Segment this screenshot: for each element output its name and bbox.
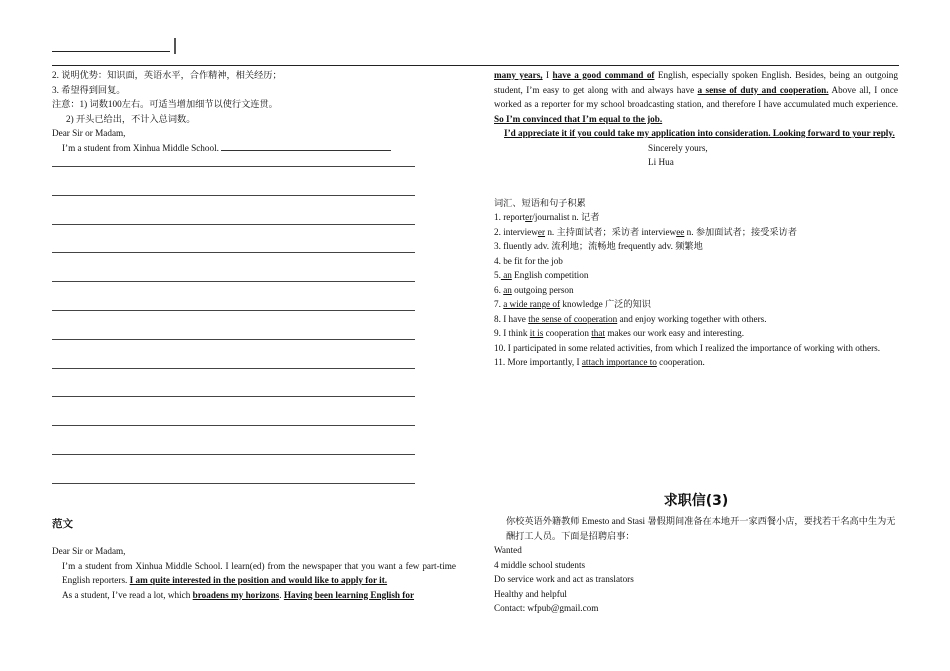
essay-highlight: I am quite interested in the position and would like to apply for it. (129, 575, 388, 585)
writing-area[interactable] (52, 166, 415, 512)
writing-line[interactable] (52, 224, 415, 225)
vocab-text: and enjoy working together with others. (617, 313, 767, 324)
essay-paragraph (52, 559, 456, 588)
writing-line[interactable] (52, 252, 415, 253)
writing-line[interactable] (52, 483, 415, 484)
vocab-text: 2. interview (494, 226, 538, 237)
top-divider (52, 65, 899, 66)
essay-closing (494, 126, 898, 141)
instruction-line: 2) 开头已给出，不计入总词数。 (66, 113, 196, 124)
ad-line: Do service work and act as translators (494, 574, 634, 584)
vocab-underline: an (500, 270, 512, 280)
writing-line[interactable] (52, 339, 415, 340)
writing-line[interactable] (52, 425, 415, 426)
vocab-item (494, 355, 898, 370)
vocab-item (494, 326, 898, 341)
vocab-text: /journalist n. 记者 (532, 212, 600, 222)
vocab-underline: it is (529, 328, 544, 338)
essay-highlight: So I’m convinced that I’m equal to the job. (494, 113, 663, 124)
vocab-text: 1. report (494, 212, 526, 222)
essay-highlight: Having been learning English for (283, 589, 415, 600)
essay-text: I’m a student from Xinhua Middle School. I learn(ed) from the newspaper that you want a few part-time English reporters. (62, 560, 456, 585)
essay-highlight: broadens my horizons (192, 589, 280, 600)
writing-line[interactable] (52, 368, 415, 369)
vocab-item (494, 297, 898, 312)
vocab-item: 3. fluently adv. 流利地；流畅地 frequently adv. 频繁地 (494, 241, 703, 251)
section-title: 求职信(3) (663, 493, 729, 509)
vocab-text: cooperation. (656, 357, 705, 367)
writing-line[interactable] (52, 454, 415, 455)
answer-blank-inline[interactable] (221, 141, 391, 151)
writing-line[interactable] (52, 310, 415, 311)
essay-highlight: I’d appreciate it if you could take my application into consideration. Looking forward to your reply. (504, 128, 895, 138)
essay-text: English, especially spoken English. Besides, being an outgoing student, I’m easy to get along with and always have (494, 70, 898, 95)
vocab-text: 11. More importantly, I (494, 357, 582, 367)
vocab-item: 10. I participated in some related activities, from which I realized the importance of working with others. (494, 342, 881, 353)
header-bar-mark (174, 38, 176, 54)
ad-line: Wanted (494, 545, 522, 555)
vocab-underline: that (591, 328, 606, 338)
letter-salutation: Dear Sir or Madam, (52, 128, 126, 138)
vocab-text: 8. I have (494, 313, 529, 324)
sign-off: Sincerely yours, (648, 142, 708, 153)
vocab-underline: attach importance to (581, 357, 657, 367)
essay-text: Above all, I once worked as a reporter for my school broadcasting station, and therefore I have accumulated much experience. (494, 84, 898, 109)
vocab-text: English competition (511, 270, 589, 280)
vocab-underline: er (537, 226, 546, 237)
vocab-text: 5. (494, 270, 501, 280)
instruction-line: 注意：1) 词数100左右。可适当增加细节以使行文连贯。 (52, 99, 278, 109)
vocab-text: makes our work easy and interesting. (605, 328, 745, 338)
vocab-text: n. 参加面试者；接受采访者 (684, 226, 797, 237)
section-intro: 你校英语外籍教师 Emesto and Stasi 暑假期间准备在本地开一家西餐小店，要找若干名高中生为无酬打工人员。下面是招聘启事： (506, 516, 896, 541)
vocab-underline: an (503, 284, 512, 295)
essay-highlight: have a good command of (552, 70, 655, 80)
vocab-item (494, 312, 898, 327)
vocab-item (494, 225, 898, 240)
writing-line[interactable] (52, 195, 415, 196)
writing-line[interactable] (52, 166, 415, 167)
vocab-item (494, 283, 898, 298)
essay-highlight: many years, (494, 70, 543, 80)
essay-salutation: Dear Sir or Madam, (52, 546, 126, 556)
vocab-text: cooperation (543, 328, 592, 338)
vocab-item (494, 210, 898, 225)
letter-opening (52, 141, 456, 156)
vocab-underline: the sense of cooperation (528, 313, 618, 324)
vocab-underline: er (525, 212, 533, 222)
vocab-underline: a wide range of (503, 299, 561, 309)
left-column (52, 68, 456, 155)
vocab-text: 9. I think (494, 328, 530, 338)
section-body (494, 514, 898, 616)
sample-essay-title: 范文 (52, 518, 73, 530)
vocab-text: outgoing person (511, 284, 574, 295)
signature: Li Hua (648, 157, 674, 167)
essay-highlight: a sense of duty and cooperation. (697, 84, 829, 95)
ad-line: Contact: wfpub@gmail.com (494, 603, 599, 613)
writing-line[interactable] (52, 396, 415, 397)
essay-paragraph (52, 588, 456, 603)
vocab-text: knowledge 广泛的知识 (560, 299, 651, 309)
right-column (494, 68, 898, 370)
sample-essay (52, 544, 456, 602)
instruction-line: 2. 说明优势：知识面，英语水平，合作精神，相关经历； (52, 70, 282, 80)
vocab-item (494, 268, 898, 283)
writing-line[interactable] (52, 281, 415, 282)
essay-text: I (542, 70, 553, 80)
header-blank-line (52, 51, 170, 52)
vocab-underline: ee (676, 226, 685, 237)
essay-text: . (279, 589, 284, 600)
essay-text: As a student, I’ve read a lot, which (62, 589, 193, 600)
instruction-line: 3. 希望得到回复。 (52, 84, 126, 95)
essay-continuation (494, 68, 898, 126)
ad-line: 4 middle school students (494, 559, 586, 570)
ad-line: Healthy and helpful (494, 588, 567, 599)
vocab-text: 7. (494, 299, 504, 309)
opening-text: I’m a student from Xinhua Middle School. (62, 142, 219, 153)
vocab-text: 6. (494, 284, 504, 295)
vocab-item: 4. be fit for the job (494, 255, 563, 266)
vocab-text: n. 主持面试者；采访者 interview (545, 226, 677, 237)
vocab-title: 词汇、短语和句子积累 (494, 197, 586, 208)
